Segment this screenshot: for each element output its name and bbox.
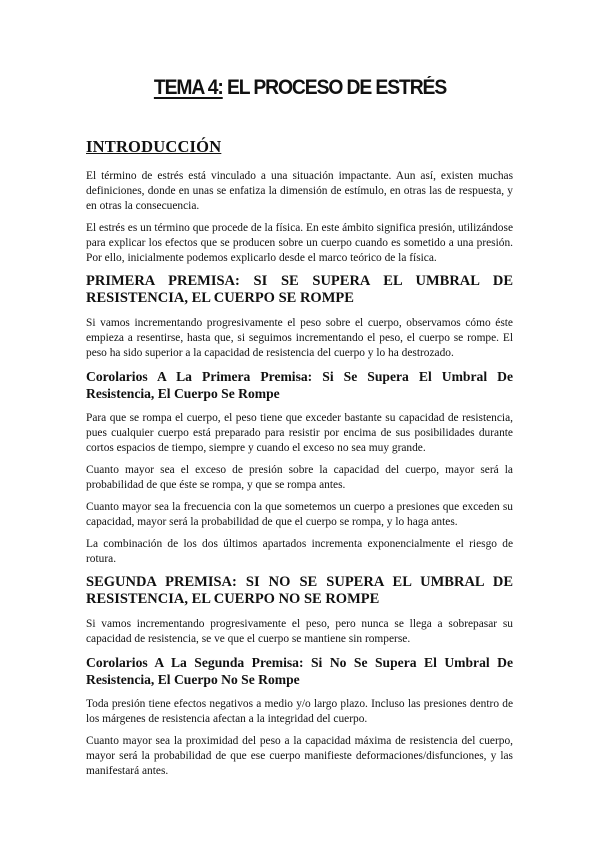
heading-primera-premisa: PRIMERA PREMISA: SI SE SUPERA EL UMBRAL DE RESISTENCIA, EL CUERPO SE ROMPE [86, 273, 513, 306]
document-title [24, 76, 576, 100]
paragraph: La combinación de los dos últimos apartados incrementa exponencialmente el riesgo de rotura. [86, 538, 513, 565]
paragraph: Cuanto mayor sea la frecuencia con la que sometemos un cuerpo a presiones que exceden su capacidad, mayor será la probabilidad de que el cuerpo se rompa, y lo haga antes. [86, 501, 513, 528]
document-body [86, 137, 513, 786]
heading-segunda-premisa: SEGUNDA PREMISA: SI NO SE SUPERA EL UMBRAL DE RESISTENCIA, EL CUERPO NO SE ROMPE [86, 574, 513, 607]
paragraph: Toda presión tiene efectos negativos a medio y/o largo plazo. Incluso las presiones dentro de los márgenes de resistencia afectan a la integridad del cuerpo. [86, 698, 513, 725]
title-main: EL PROCESO DE ESTRÉS [222, 76, 447, 99]
title-prefix: TEMA 4: [153, 76, 223, 99]
heading-corolarios-segunda: Corolarios A La Segunda Premisa: Si No Se Supera El Umbral De Resistencia, El Cuerpo No Se Rompe [86, 655, 513, 687]
paragraph: Cuanto mayor sea la proximidad del peso a la capacidad máxima de resistencia del cuerpo, mayor será la probabilidad de que ese cuerpo manifieste deformaciones/disfunciones, y las manifestará antes. [86, 735, 513, 777]
paragraph: Cuanto mayor sea el exceso de presión sobre la capacidad del cuerpo, mayor será la probabilidad de que éste se rompa, y que se rompa antes. [86, 464, 513, 491]
paragraph: El estrés es un término que procede de la física. En este ámbito significa presión, utilizándose para explicar los efectos que se producen sobre un cuerpo cuando es sometido a una presión. Por ello, inicialmente podemos explicarlo desde el marco teórico de la física. [86, 222, 513, 264]
paragraph: El término de estrés está vinculado a una situación impactante. Aun así, existen muchas definiciones, donde en unas se enfatiza la dimensión de estímulo, en otras las de respuesta, y en otras la consecuencia. [86, 170, 513, 212]
heading-introduccion: INTRODUCCIÓN [86, 137, 222, 156]
heading-corolarios-primera: Corolarios A La Primera Premisa: Si Se Supera El Umbral De Resistencia, El Cuerpo Se Rompe [86, 369, 513, 401]
paragraph: Para que se rompa el cuerpo, el peso tiene que exceder bastante su capacidad de resistencia, pues cualquier cuerpo está preparado para resistir por encima de sus posibilidades durante cortos espacios de tiempo, siempre y cuando el exceso no sea muy grande. [86, 412, 513, 454]
paragraph: Si vamos incrementando progresivamente el peso sobre el cuerpo, observamos cómo éste empieza a resentirse, hasta que, si seguimos incrementando el peso, el cuerpo se rompe. El peso ha sido superior a la capacidad de resistencia del cuerpo y lo ha destrozado. [86, 317, 513, 359]
paragraph: Si vamos incrementando progresivamente el peso, pero nunca se llega a sobrepasar su capacidad de resistencia, se ve que el cuerpo se mantiene sin romperse. [86, 618, 513, 645]
